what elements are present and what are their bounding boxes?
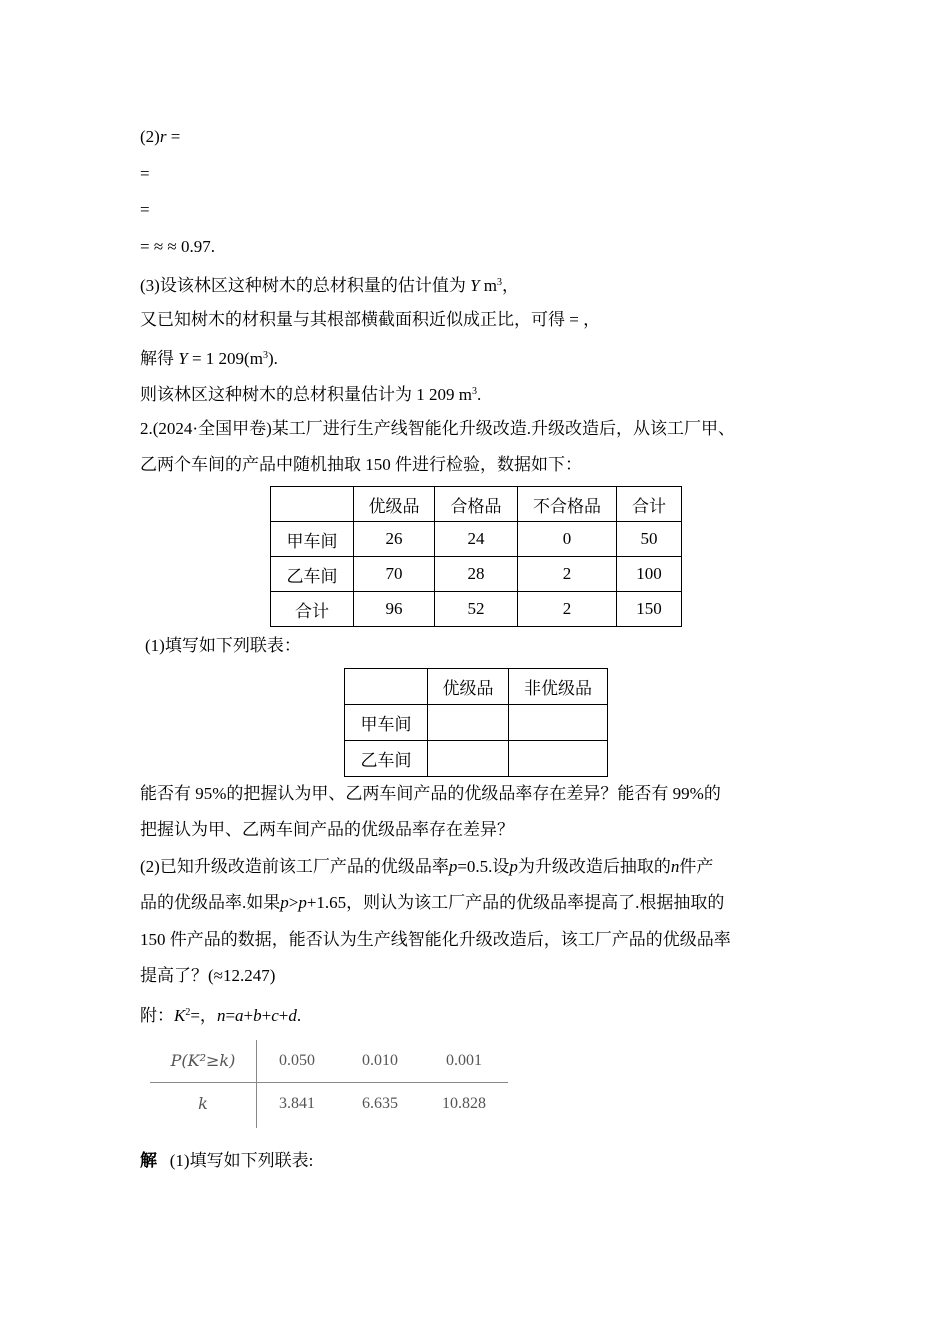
question1-text-line1: 能否有 95%的把握认为甲、乙两车间产品的优级品率存在差异？能否有 99%的 <box>140 784 721 803</box>
part3-line2: 又已知树木的材积量与其根部横截面积近似成正比，可得 = ， <box>140 310 601 329</box>
table-row <box>271 557 682 592</box>
part3-line4: 则该林区这种树木的总材积量估计为 1 209 $m^3$. <box>140 385 482 404</box>
part2-line3: = <box>140 200 150 219</box>
table-cell: 70 <box>354 557 435 592</box>
table-cell: 52 <box>435 592 518 627</box>
table-row <box>345 741 608 777</box>
ref-cell: 3.841 <box>279 1095 315 1112</box>
table-cell: 26 <box>354 522 435 557</box>
ref-cell: 0.050 <box>279 1052 315 1069</box>
table-cell: 50 <box>617 522 682 557</box>
table-cell: 2 <box>518 557 617 592</box>
table-divider <box>150 1082 508 1083</box>
subquestion1: (1)填写如下列联表： <box>145 636 301 655</box>
part2-line4: = ≈ ≈ 0.97. <box>140 237 215 256</box>
table-cell <box>428 705 509 741</box>
appendix-formula: 附：$K^2=$，n=a+b+c+d. <box>140 1006 302 1025</box>
part2-line2: = <box>140 164 150 183</box>
data-table <box>270 486 682 627</box>
table-cell <box>509 705 608 741</box>
ref-row2-label: k <box>198 1094 208 1113</box>
ref-cell: 6.635 <box>362 1095 398 1112</box>
table-header-cell: 优级品 <box>428 669 509 705</box>
table-cell: 100 <box>617 557 682 592</box>
table-cell: 96 <box>354 592 435 627</box>
table-row <box>271 522 682 557</box>
part3-line1: (3)设该林区这种树木的总材积量的估计值为 Y $m^3$， <box>140 276 520 295</box>
contingency-table <box>344 668 608 777</box>
table-header-cell: 合计 <box>617 487 682 522</box>
part3-line3: 解得 Y = 1 $209(m^3)$. <box>140 349 278 368</box>
table-cell: 甲车间 <box>271 522 354 557</box>
table-header-cell: 不合格品 <box>518 487 617 522</box>
table-cell <box>428 741 509 777</box>
table-cell: 乙车间 <box>271 557 354 592</box>
critical-value-table <box>150 1040 510 1130</box>
table-cell: 0 <box>518 522 617 557</box>
table-cell: 150 <box>617 592 682 627</box>
table-cell: 2 <box>518 592 617 627</box>
table-header-cell: 合格品 <box>435 487 518 522</box>
table-cell: 28 <box>435 557 518 592</box>
table-cell <box>509 741 608 777</box>
ref-cell: 0.010 <box>362 1052 398 1069</box>
question2-line2: 乙两个车间的产品中随机抽取 150 件进行检验，数据如下： <box>140 455 582 474</box>
question2-text-line2: 品的优级品率.如果p>p+1.65，则认为该工厂产品的优级品率提高了.根据抽取的 <box>140 893 725 912</box>
question2-text-line1: (2)已知升级改造前该工厂产品的优级品率p=0.5.设p为升级改造后抽取的n件产 <box>140 857 714 876</box>
ref-cell: 0.001 <box>446 1052 482 1069</box>
solution-line: 解 (1)填写如下列联表: <box>140 1151 314 1170</box>
table-header-cell <box>271 487 354 522</box>
table-row <box>271 592 682 627</box>
question2-text-line4: 提高了？(≈12.247) <box>140 966 276 985</box>
part2-line1: (2)r = <box>140 127 181 146</box>
table-header-cell <box>345 669 428 705</box>
question2-text-line3: 150 件产品的数据，能否认为生产线智能化升级改造后，该工厂产品的优级品率 <box>140 930 731 949</box>
ref-row1-label: P(K²≥k) <box>170 1051 236 1070</box>
question2-line1: 2.(2024·全国甲卷)某工厂进行生产线智能化升级改造.升级改造后，从该工厂甲、 <box>140 419 735 438</box>
table-cell: 合计 <box>271 592 354 627</box>
table-cell: 乙车间 <box>345 741 428 777</box>
table-cell: 甲车间 <box>345 705 428 741</box>
question1-text-line2: 把握认为甲、乙两车间产品的优级品率存在差异？ <box>140 820 514 839</box>
table-cell: 24 <box>435 522 518 557</box>
ref-cell: 10.828 <box>442 1095 486 1112</box>
table-header-cell: 优级品 <box>354 487 435 522</box>
table-header-row <box>345 669 608 705</box>
table-header-cell: 非优级品 <box>509 669 608 705</box>
table-row <box>345 705 608 741</box>
table-header-row <box>271 487 682 522</box>
